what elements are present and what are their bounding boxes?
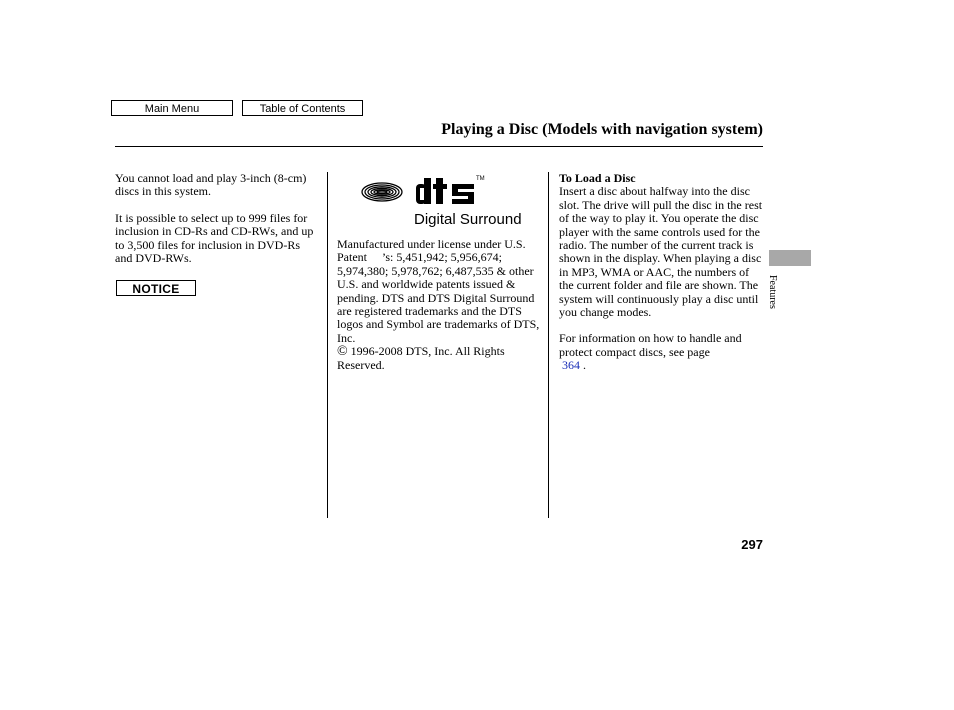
- section-heading: To Load a Disc: [559, 171, 636, 185]
- page-title: Playing a Disc (Models with navigation system): [441, 121, 763, 138]
- paragraph: For information on how to handle and protect compact discs, see page 364 .: [559, 331, 742, 373]
- notice-link[interactable]: NOTICE: [116, 280, 196, 296]
- title-rule: [115, 146, 763, 147]
- copyright-paragraph: © 1996-2008 DTS, Inc. All Rights Reserved.: [337, 344, 505, 372]
- section-label: Features: [767, 275, 778, 309]
- column-divider: [327, 172, 328, 518]
- section-tab: [769, 250, 811, 266]
- paragraph: Insert a disc about halfway into the disc slot. The drive will pull the disc in the rest of the way to play it. You operate the disc player with the same controls used for the radio. The number of the current track is shown in the display. When playing a disc in MP3, WMA or AAC, the numbers of the current folder and file are shown. The system will continuously play a disc until you change modes.: [559, 184, 763, 320]
- column-left: [115, 172, 320, 265]
- page-link[interactable]: 364: [562, 358, 580, 373]
- column-divider: [548, 172, 549, 518]
- paragraph: It is possible to select up to 999 files for inclusion in CD-Rs and CD-RWs, and up to 3,500 files for inclusion in DVD-Rs and DVD-RWs.: [115, 210, 314, 266]
- license-paragraph: Manufactured under license under U.S. Patent ’s: 5,451,942; 5,956,674; 5,974,380; 5,978,762; 6,487,535 & other U.S. and worldwide patents issued & pending. DTS and DTS Digital Surround are registered trademarks and the DTS logos and Symbol are trademarks of DTS, Inc.: [337, 237, 540, 345]
- page-number: 297: [741, 537, 763, 552]
- table-of-contents-button[interactable]: Table of Contents: [242, 100, 363, 116]
- logo-subtitle: Digital Surround: [414, 211, 522, 228]
- column-middle: [337, 238, 542, 372]
- column-right: [559, 172, 764, 373]
- paragraph: You cannot load and play 3-inch (8-cm) discs in this system.: [115, 171, 307, 199]
- main-menu-button[interactable]: Main Menu: [111, 100, 233, 116]
- trademark-symbol: TM: [476, 176, 485, 182]
- copyright-icon: ©: [337, 344, 348, 360]
